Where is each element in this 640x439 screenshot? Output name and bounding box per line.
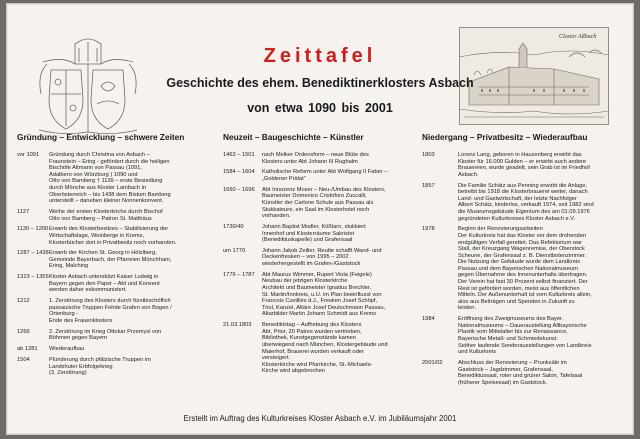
timeline-entry — [17, 226, 217, 246]
page-subtitle: Geschichte des ehem. Benediktinerklosters Asbach — [166, 76, 474, 90]
timeline-column-decline — [422, 152, 627, 391]
engraving-caption: Closter Aßbach — [559, 34, 597, 40]
entry-text: Beginn der Renovierungsarbeiten Der Kulturkreis hat das Kloster vor dem drohenden endgültigen Verfall gerettet. Das Refektorium war Stall, der Kreuzgang Wagenremise, der Oberstock Scheune, der Grafensaal z. B. Dienstbotenzimmer. Die Nutzung der Gebäude wurde dem Landkreis Passau und dem Bayerischen Nationalmuseum gegen Übernahme des Innenunterhalts übertragen. Der Verein hat fast 30 Prozent selbst finanziert. Der Rest ist gefördert worden, meist aus öffentlichen Mitteln. Der Außenunterhalt ist vom Kulturkreis allein, also aus Beiträgen und Spenden in Zukunft zu leisten. — [458, 226, 592, 312]
timeline-entry — [223, 272, 418, 318]
footer-credit: Erstellt im Auftrag des Kulturkreises Kloster Asbach e.V. im Jubiläumsjahr 2001 — [183, 414, 457, 423]
entry-text: Johann Baptist Modler, Kößlarn, stukkiert Innenhof und Klosterräume Sakristei (Benediktuskapelle) und Grafensaal — [262, 223, 366, 244]
timeline-entry — [17, 274, 217, 294]
entry-year: 1127 — [17, 208, 30, 215]
entry-year: 1984 — [422, 316, 435, 323]
timeline-entry — [422, 183, 627, 223]
entry-text: Abt Maurus Wimmer, Rupert Viola (Feigele) Neubau der jetzigen Klosterkirche Architekt und Baumeister Ignatius Brechler, St. Martin/Innkreis, u.U. im Plan beeinflusst von Francois Cuvilliés d.J., Fresken Josef Schöpf, Tirol, Kanzel, Altäre Josef Deutschmann Passau, Altarbilder Martin Johann Schmidt aus Krems — [262, 271, 386, 318]
entry-year: 1463 – 1501 — [223, 152, 255, 158]
timeline-entry — [17, 329, 217, 342]
entry-year: 1323 – 1365 — [17, 274, 49, 281]
column-heading-decline: Niedergang – Privatbesitz – Wiederaufbau — [422, 132, 588, 142]
entry-text: Benediktstag – Aufhebung des Klosters Abt, Prior, 20 Patres wurden vertrieben, Bibliothek, Kunstgegenstände kamen überwiegend nach München, Klostergebäude und Maierhof, Brauerei wurden verkauft oder versteigert. Klosterkirche wird Pfarrkirche, St.-Michaels- Kirche wird abgebrochen — [262, 322, 388, 375]
entry-text: Wiederaufbau — [49, 346, 85, 353]
timeline-entry — [17, 209, 217, 222]
timeline-entry — [223, 248, 418, 268]
timeline-entry — [422, 152, 627, 178]
entry-text: Katholische Reform unter Abt Wolfgang II Faber – „Goldener Prälat“ — [262, 169, 388, 182]
timeline-entry — [223, 152, 418, 165]
entry-year: 1857 — [422, 182, 435, 189]
entry-year: 1584 – 1604 — [223, 169, 255, 176]
entry-year: 1803 — [422, 152, 435, 158]
timeline-entry — [17, 357, 217, 377]
entry-year: 1287 – 1438 — [17, 250, 49, 257]
entry-year: 1504 — [17, 356, 30, 363]
timeline-entry — [223, 224, 418, 244]
entry-year: vor 1091 — [17, 152, 40, 158]
entry-text: Erwerb des Klosterbesitzes – Stabilisierung der Wirtschaftslage, Weinberge in Krems, Klosterbücher dort in Privatbesitz noch vorhanden. — [49, 226, 177, 246]
timeline-entry — [17, 152, 217, 205]
entry-year: um 1770 — [223, 247, 246, 254]
entry-year: 1978 — [422, 226, 435, 233]
entry-text: Erwerb der Kirchen St. Georg in Hölzlberg, Gemeinde Bayerbach, der Pfarreien Münchham, Ering, Malching — [49, 250, 172, 270]
timeline-entry — [422, 226, 627, 312]
entry-year: 1730/40 — [223, 223, 244, 230]
column-heading-founding: Gründung – Entwicklung – schwere Zeiten — [17, 132, 185, 142]
entry-text: Gründung durch Christina von Asbach – Fraunstein – Ering - gefördert durch die heiligen Bischöfe Altmann von Passau (1091, Adalbero von Würzburg ) 1090 und Otto von Bamberg † 1139 – erste Besiedlung durch Mönche aus Kloster Lambach in Oberösterreich – bis 1438 dem Bistum Bamberg unterstellt – daneben kleiner Nonnenkonvent. — [49, 152, 171, 205]
date-range: von etwa 1090 bis 2001 — [247, 101, 393, 115]
entry-year: 1212 — [17, 298, 30, 305]
entry-text: Abschluss der Renovierung – Prunksäle im Gaststock – Jagdzimmer, Grafensaal, Benediktussaal, roter und grüner Salon, Tafelsaal (früherer Speisesaal) im Gaststock. — [458, 359, 583, 386]
timeline-entry — [223, 322, 418, 375]
entry-text: 2. Zerstörung im Krieg Ottokar Przemysl von Böhmen gegen Bayern — [49, 328, 162, 342]
entry-year: ab 1281 — [17, 346, 38, 353]
entry-year: 1130 – 1200 — [17, 226, 49, 233]
timeline-entry — [17, 250, 217, 270]
entry-text: nach Melker Ordensform – neue Blüte des Klosters unter Abt Johann III Rughalm — [262, 152, 369, 165]
entry-text: 1. Zerstörung des Klosters durch fürstbischöflich passauische Truppen Fehde Grafen von Bogen / Ortenburg - Ende des Frauenklosters — [49, 298, 172, 324]
timeline-entry — [422, 360, 627, 386]
timeline-entry — [223, 169, 418, 182]
timeline-column-modern-era — [223, 152, 418, 379]
timeline-entry — [17, 298, 217, 324]
entry-year: 1266 — [17, 328, 30, 335]
timeline-column-founding — [17, 152, 217, 381]
entry-year: 21.03.1803 — [223, 322, 252, 329]
entry-text: Abt Innozenz Moser – Neu-/Umbau des Klosters, Baumeister Domenico Cristoforo Zuccalli, Künstler der Carlone Schule aus Passau als Stukkateure, ein Saal im Klosterhotel noch vorhanden. — [262, 186, 386, 220]
entry-text: Lorenz Lang, geboren in Hauzenberg erwirbt das Kloster für 16.000 Gulden – er erwirbt auch andere Brauereien, wurde geadelt, sein Grab ist im Friedhof Asbach. — [458, 152, 590, 178]
entry-text: Eröffnung des Zweigmuseums des Bayer. Nationalmuseums – Daueraustellung Altbayerische Plastik vom Mittelalter bis zur Renaissance, Bayerische Metall- und Schmiedekunst. Seither laufende Sonderausstellungen von Landkreis und Kulturkreis — [458, 316, 592, 356]
entry-text: Johann Jakob Zeiller, Reutte schafft Wand- und Deckenfresken – von 1995 – 2002 wiederhergestellt im Grafen-/Gaststock — [262, 247, 382, 268]
timeline-entry — [17, 346, 217, 353]
column-heading-modern-era: Neuzeit – Baugeschichte – Künstler — [223, 132, 364, 142]
timeline-board — [6, 3, 634, 435]
entry-text: Kloster Asbach unterstützt Kaiser Ludwig in Bayern gegen den Papst – Abt und Konvent werden daher exkommuniziert. — [49, 274, 160, 294]
entry-text: Die Familie Schätz aus Penning erwirbt die Anlage, betreibt bis 1918 die Klosterbrauerei weiter, danach Land- und Gastwirtschaft, der letzte Nachfolger Albert Schätz, kinderlos, verkauft 1974, seit 1982 sind die Museumsgebäude Eigentum des am 01.09.1976 gegründeten Kulturkreises Kloster Asbach e.V. — [458, 182, 594, 222]
entry-text: Weihe der ersten Klosterkirche durch Bischof Otto von Bamberg – Patron St. Matthäus — [49, 208, 163, 222]
entry-year: 1776 – 1787 — [223, 271, 255, 278]
entry-text: Plünderung durch pfälzische Truppen im Landshuter Erbfolgekrieg (3. Zerstörung) — [49, 356, 151, 377]
entry-year: 2001/02 — [422, 359, 443, 366]
timeline-entry — [223, 187, 418, 220]
timeline-entry — [422, 316, 627, 356]
page-title: Zeittafel — [263, 45, 377, 67]
entry-year: 1660 – 1696 — [223, 186, 255, 193]
